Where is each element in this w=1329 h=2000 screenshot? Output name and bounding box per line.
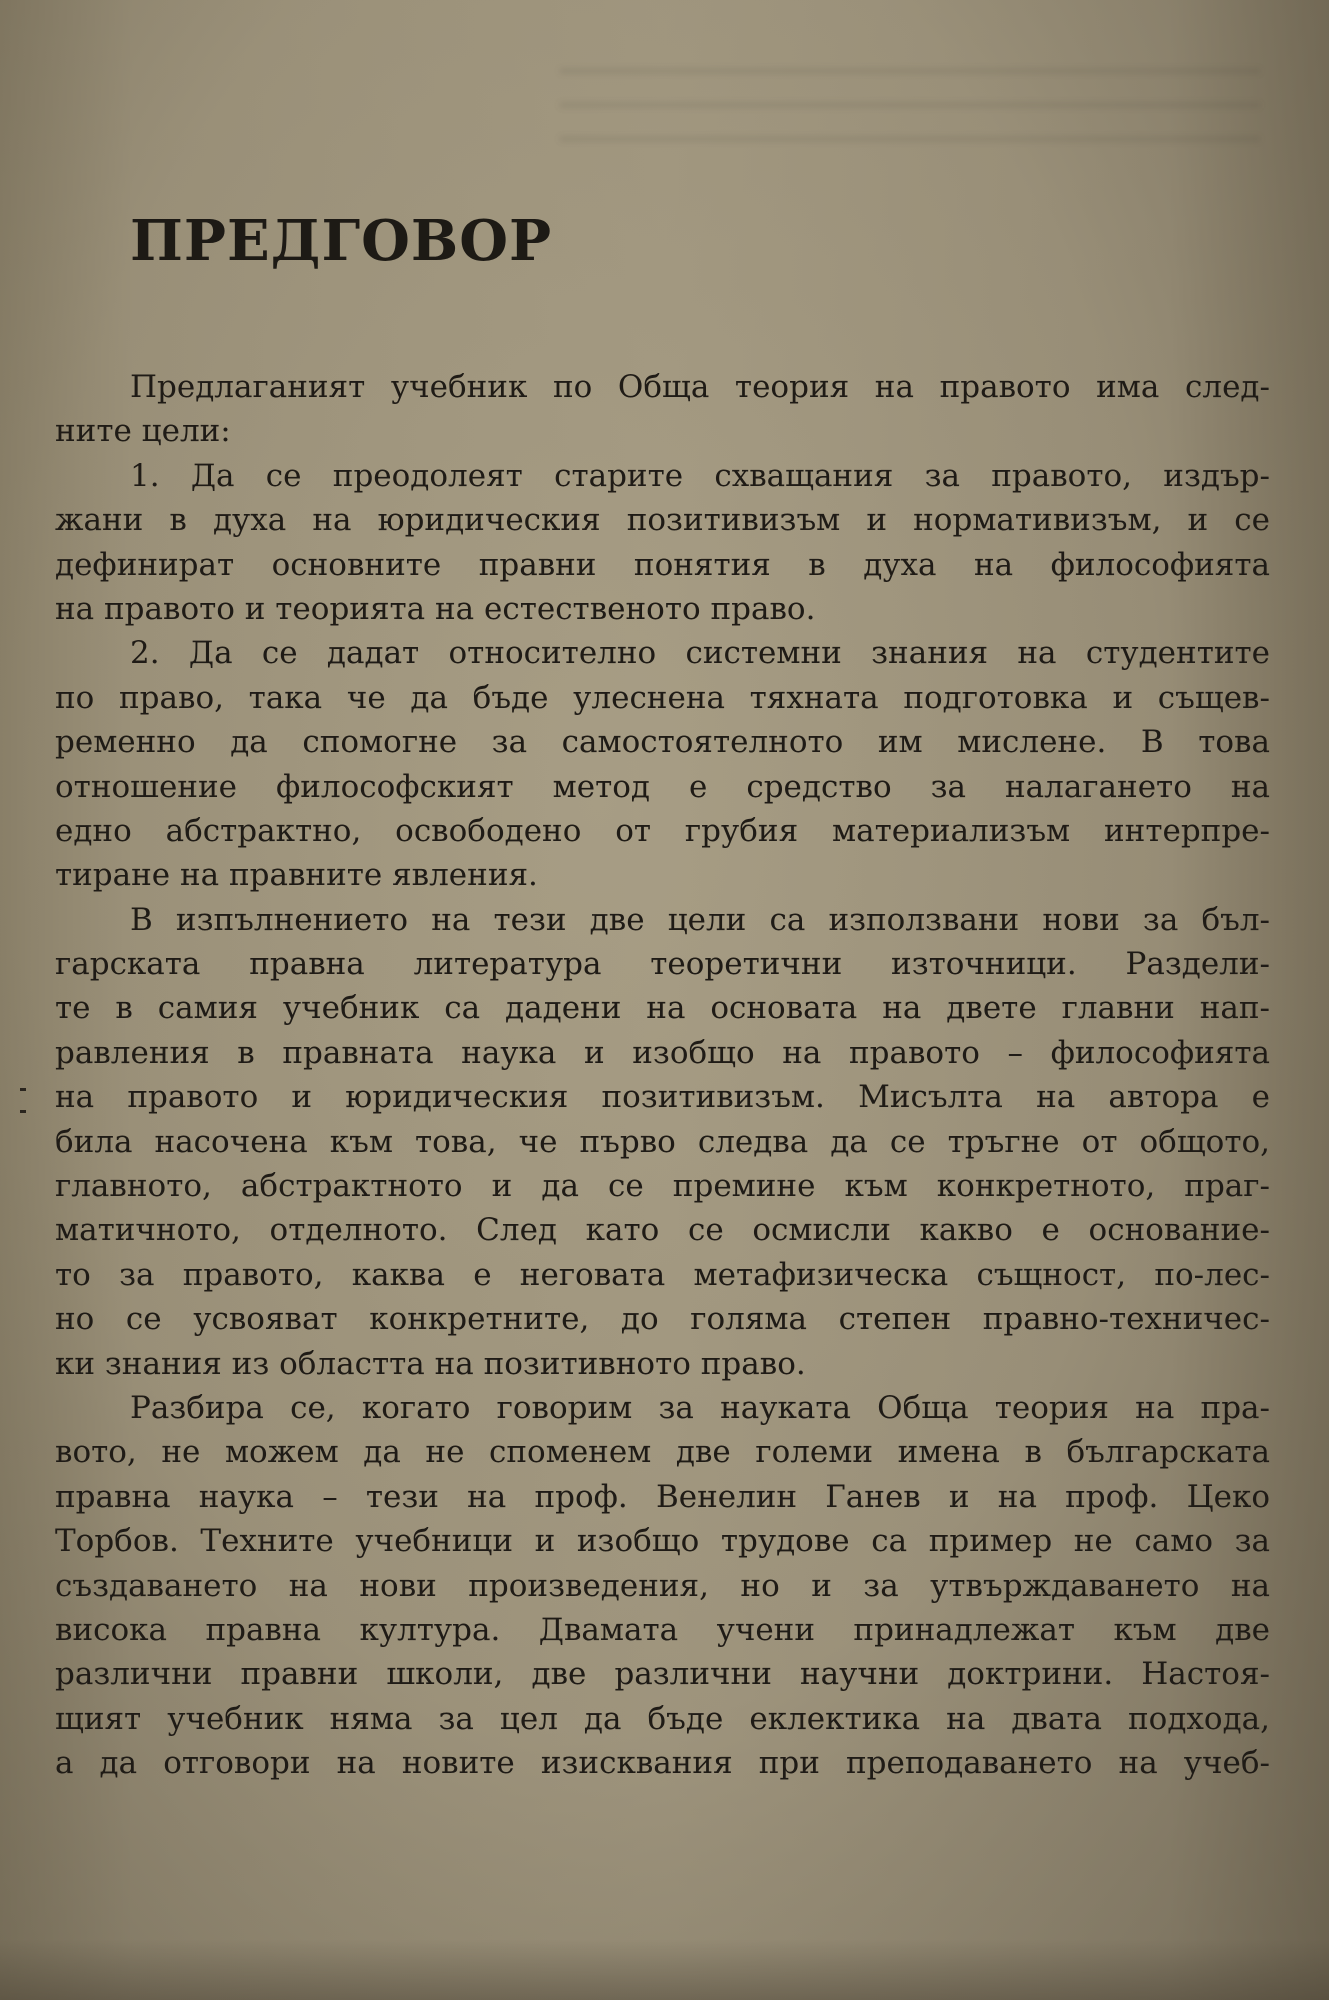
margin-mark — [20, 1088, 26, 1091]
text-line: гарската правна литература теоретични източници. Раздели- — [55, 946, 1270, 983]
text-line: Предлаганият учебник по Обща теория на правото има след- — [130, 369, 1270, 405]
text-line: на правото и юридическия позитивизъм. Мисълта на автора е — [55, 1079, 1270, 1116]
text-line: то за правото, каква е неговата метафизическа същност, по-лес- — [55, 1256, 1270, 1293]
text-line: Разбира се, когато говорим за науката Обща теория на пра- — [130, 1389, 1270, 1426]
text-line: щият учебник няма за цел да бъде еклектика на двата подхода, — [55, 1700, 1270, 1737]
text-line: 1. Да се преодолеят старите схващания за правото, издър- — [130, 457, 1270, 494]
text-line: жани в духа на юридическия позитивизъм и нормативизъм, и се — [55, 502, 1270, 539]
text-line: те в самия учебник са дадени на основата на двете главни нап- — [55, 990, 1270, 1027]
page-bottom-shadow — [0, 1940, 1329, 2000]
text-line: правна наука – тези на проф. Венелин Ганев и на проф. Цеко — [55, 1478, 1270, 1515]
text-line: по право, така че да бъде улеснена тяхната подготовка и същев- — [55, 679, 1270, 716]
body-text — [55, 365, 1270, 1786]
show-through-text — [560, 62, 1260, 142]
text-line: вото, не можем да не споменем две големи имена в българската — [55, 1434, 1270, 1471]
text-line: главното, абстрактното и да се премине към конкретното, праг- — [55, 1168, 1270, 1205]
text-line: матичното, отделното. След като се осмисли какво е основание- — [55, 1212, 1270, 1249]
text-line: различни правни школи, две различни научни доктрини. Настоя- — [55, 1656, 1270, 1693]
text-line: 2. Да се дадат относително системни знания на студентите — [130, 635, 1270, 672]
text-line: висока правна култура. Двамата учени принадлежат към две — [55, 1611, 1270, 1648]
text-line: но се усвояват конкретните, до голяма степен правно-техничес- — [55, 1301, 1270, 1338]
text-line: ните цели: — [55, 413, 231, 450]
text-line: В изпълнението на тези две цели са използвани нови за бъл- — [130, 901, 1270, 938]
text-line: едно абстрактно, освободено от грубия материализъм интерпре- — [55, 812, 1270, 849]
text-line: дефинират основните правни понятия в духа на философията — [55, 546, 1270, 583]
text-line: Торбов. Техните учебници и изобщо трудове са пример не само за — [55, 1523, 1270, 1560]
text-line: създаването на нови произведения, но и за утвърждаването на — [55, 1567, 1270, 1604]
text-line: била насочена към това, че първо следва да се тръгне от общото, — [55, 1123, 1270, 1160]
text-line: равления в правната наука и изобщо на правото – философията — [55, 1034, 1270, 1071]
text-line: ременно да спомогне за самостоятелното им мислене. В това — [55, 724, 1270, 761]
text-line: тиране на правните явления. — [55, 857, 538, 894]
text-line: на правото и теорията на естественото право. — [55, 590, 816, 627]
text-line: а да отговори на новите изисквания при преподаването на учеб- — [55, 1745, 1270, 1782]
text-line: ки знания из областта на позитивното право. — [55, 1345, 806, 1382]
page-title: ПРЕДГОВОР — [130, 208, 553, 274]
margin-mark — [20, 1110, 26, 1113]
text-line: отношение философският метод е средство за налагането на — [55, 768, 1270, 805]
